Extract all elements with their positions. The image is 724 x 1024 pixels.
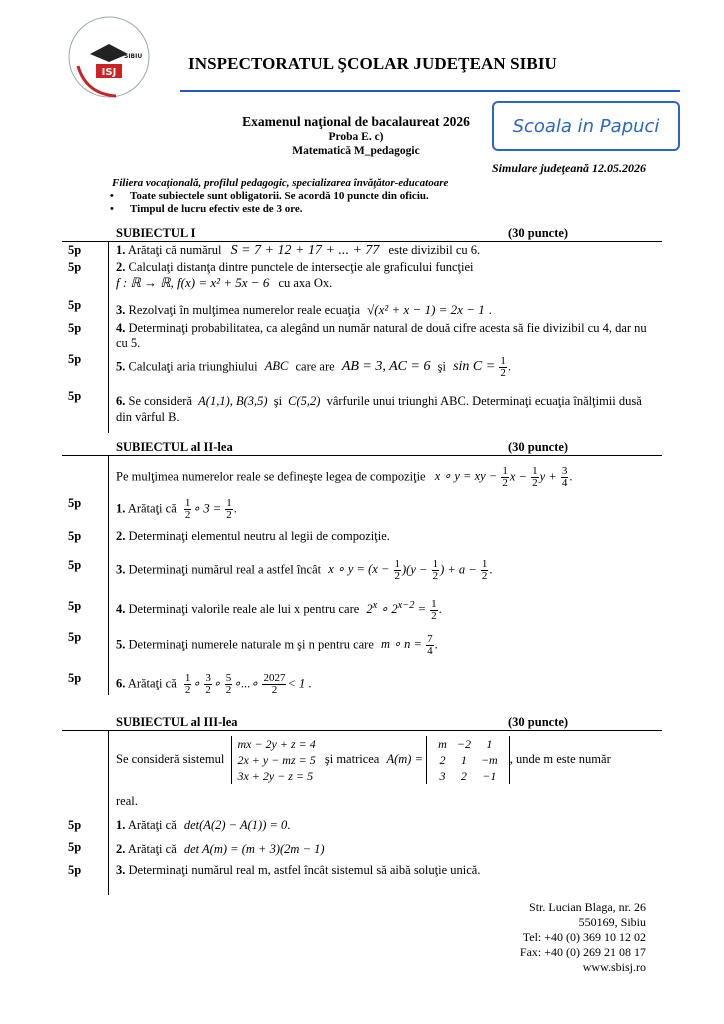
footer-address: Str. Lucian Blaga, nr. 26 550169, Sibiu Tel: +40 (0) 369 10 12 02 Fax: +40 (0) 269 21 08 17 www.sbisj.ro [519, 900, 646, 974]
s2-points: (30 puncte) [508, 440, 569, 454]
points-label: 5p [68, 389, 82, 403]
points-label: 5p [68, 599, 82, 613]
points-label: 5p [68, 243, 82, 257]
s3-item-2: 2. Arătaţi că det A(m) = (m + 3)(2m − 1) [116, 842, 325, 856]
isj-logo [66, 14, 152, 100]
s1-item-2: 2. Calculaţi distanţa dintre punctele de intersecţie ale graficului funcţiei f : ℝ → ℝ, f(x) = x² + 5x − 6 cu axa Ox. [116, 260, 474, 290]
rule-2: Timpul de lucru efectiv este de 3 ore. [130, 203, 303, 215]
s1-item-5: 5. Calculaţi aria triunghiului ABC care are AB = 3, AC = 6 şi sin C = $\frac{1}{2}$ . [116, 355, 511, 379]
s3-rule [62, 730, 662, 731]
s1-title: SUBIECTUL I [116, 226, 196, 240]
exam-title: Examenul naţional de bacalaureat 2026 [242, 114, 470, 129]
s2-rule [62, 455, 662, 456]
s3-real: real. [116, 794, 138, 808]
s1-points: (30 puncte) [508, 226, 569, 240]
s1-rule [62, 241, 662, 242]
svg-text:ISJ: ISJ [101, 67, 117, 78]
points-label: 5p [68, 840, 82, 854]
points-label: 5p [68, 496, 82, 510]
s3-item-3: 3. Determinaţi numărul real m, astfel încât sistemul să aibă soluţie unică. [116, 863, 481, 877]
institution-title: INSPECTORATUL ŞCOLAR JUDEŢEAN SIBIU [188, 54, 557, 73]
s2-item-2: 2. Determinaţi elementul neutru al legii de compoziţie. [116, 529, 390, 543]
points-label: 5p [68, 558, 82, 572]
points-label: 5p [68, 818, 82, 832]
logo-label: SIBIU [124, 53, 143, 60]
points-label: 5p [68, 863, 82, 877]
rule-1: Toate subiectele sunt obligatorii. Se acordă 10 puncte din oficiu. [130, 190, 429, 202]
s2-item-5: 5. Determinaţi numerele naturale m şi n pentru care m ∘ n = $\frac{7}{4}$ . [116, 633, 438, 657]
s2-title: SUBIECTUL al II-lea [116, 440, 233, 454]
s3-item-1: 1. Arătaţi că det(A(2) − A(1)) = 0. [116, 818, 291, 832]
points-label: 5p [68, 352, 82, 366]
header-rule [180, 90, 680, 92]
s3-points: (30 puncte) [508, 715, 569, 729]
s1-item-4: 4. Determinaţi probabilitatea, ca alegând un număr natural de două cifre acesta să fie divizibil cu 4, dar nu cu 5. [116, 321, 647, 350]
s2-item-4: 4. Determinaţi valorile reale ale lui x pentru care 2$^x$ ∘ $2^{x-2}$ = $\frac{1}{2}$ . [116, 597, 442, 622]
s2-item-3: 3. Determinaţi numărul real a astfel încât x ∘ y = (x − $\frac{1}{2}$ )(y − $\frac{1}{2}$ ) + a − $\frac{1}{2}$ . [116, 558, 493, 582]
s2-item-6: 6. Arătaţi că $\frac{1}{2}$ ∘ $\frac{3}{2}$ ∘ $\frac{5}{2}$ ∘...∘ $\frac{2027}{2}$ < 1 . [116, 672, 312, 696]
s2-item-1: 1. Arătaţi că $\frac{1}{2}$ ∘ 3 = $\frac{1}{2}$ . [116, 497, 237, 521]
s3-intro: Se consideră sistemul mx − 2y + z = 4 2x + y − mz = 5 3x + 2y − z = 5 şi matricea A(m) = m −2 1 2 1 −m 3 2 −1 , unde m este număr [116, 737, 611, 783]
s2-intro: Pe mulţimea numerelor reale se defineşte legea de compoziţie x ∘ y = xy − $\frac{1}{2}$ x − $\frac{1}{2}$ y + $\frac{3}{4}$ . [116, 465, 573, 489]
stamp-logo: Scoala in Papuci [492, 101, 680, 151]
s1-item-6: 6. Se consideră A(1,1), B(3,5) şi C(5,2) vârfurile unui triunghi ABC. Determinaţi ecuaţia înălţimii dusă din vârful B. [116, 394, 642, 424]
bullet-icon: • [110, 190, 114, 202]
points-label: 5p [68, 298, 82, 312]
filiera: Filiera vocaţională, profilul pedagogic, specializarea învăţător-educatoare [112, 177, 449, 189]
s1-item-1: 1. Arătaţi că numărul S = 7 + 12 + 17 + ... + 77 este divizibil cu 6. [116, 243, 481, 258]
s3-title: SUBIECTUL al III-lea [116, 715, 238, 729]
s1-column-line [108, 241, 109, 433]
points-label: 5p [68, 260, 82, 274]
points-label: 5p [68, 671, 82, 685]
simulation-date: Simulare judeţeană 12.05.2026 [492, 161, 647, 175]
exam-proba: Proba E. c) [328, 131, 384, 143]
exam-subject: Matematică M_pedagogic [292, 145, 420, 157]
s2-column-line [108, 455, 109, 695]
points-label: 5p [68, 630, 82, 644]
s3-column-line [108, 730, 109, 895]
s1-item-3: 3. Rezolvaţi în mulţimea numerelor reale ecuaţia √(x² + x − 1) = 2x − 1 . [116, 302, 492, 317]
points-label: 5p [68, 321, 82, 335]
points-label: 5p [68, 529, 82, 543]
bullet-icon: • [110, 203, 114, 215]
